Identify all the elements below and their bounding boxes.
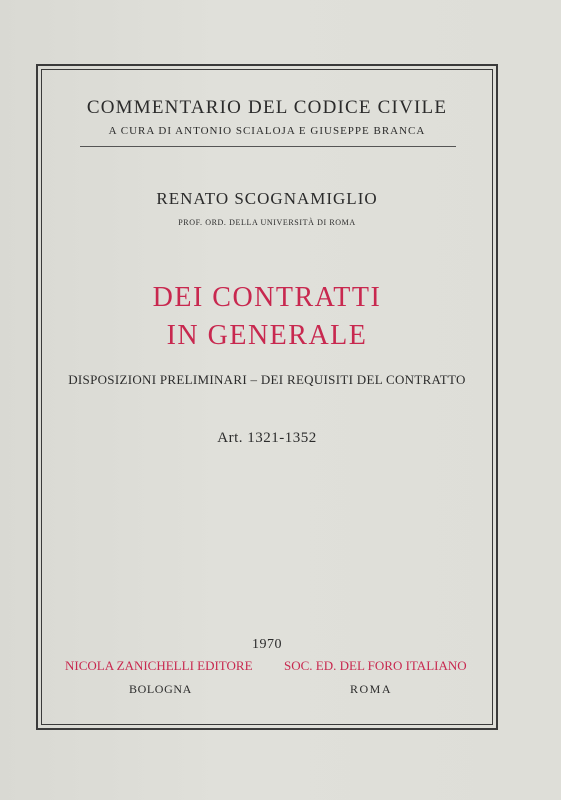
publication-year: 1970: [252, 637, 282, 652]
author-name: RENATO SCOGNAMIGLIO: [156, 189, 378, 208]
book-title-line-2: IN GENERALE: [166, 320, 368, 351]
inner-border-frame: [41, 69, 493, 725]
book-subtitle: DISPOSIZIONI PRELIMINARI – DEI REQUISITI DEL CONTRATTO: [68, 372, 466, 387]
city-right: ROMA: [350, 682, 393, 696]
author-role: PROF. ORD. DELLA UNIVERSITÀ DI ROMA: [178, 218, 356, 227]
series-editors: A CURA DI ANTONIO SCIALOJA E GIUSEPPE BRANCA: [108, 125, 426, 137]
publisher-right: SOC. ED. DEL FORO ITALIANO: [284, 658, 467, 673]
city-left: BOLOGNA: [129, 682, 192, 696]
header-rule: [80, 146, 456, 147]
book-title-line-1: DEI CONTRATTI: [152, 282, 382, 313]
publisher-left: NICOLA ZANICHELLI EDITORE: [65, 658, 253, 673]
series-title: COMMENTARIO DEL CODICE CIVILE: [86, 97, 448, 118]
article-range: Art. 1321-1352: [217, 430, 317, 446]
